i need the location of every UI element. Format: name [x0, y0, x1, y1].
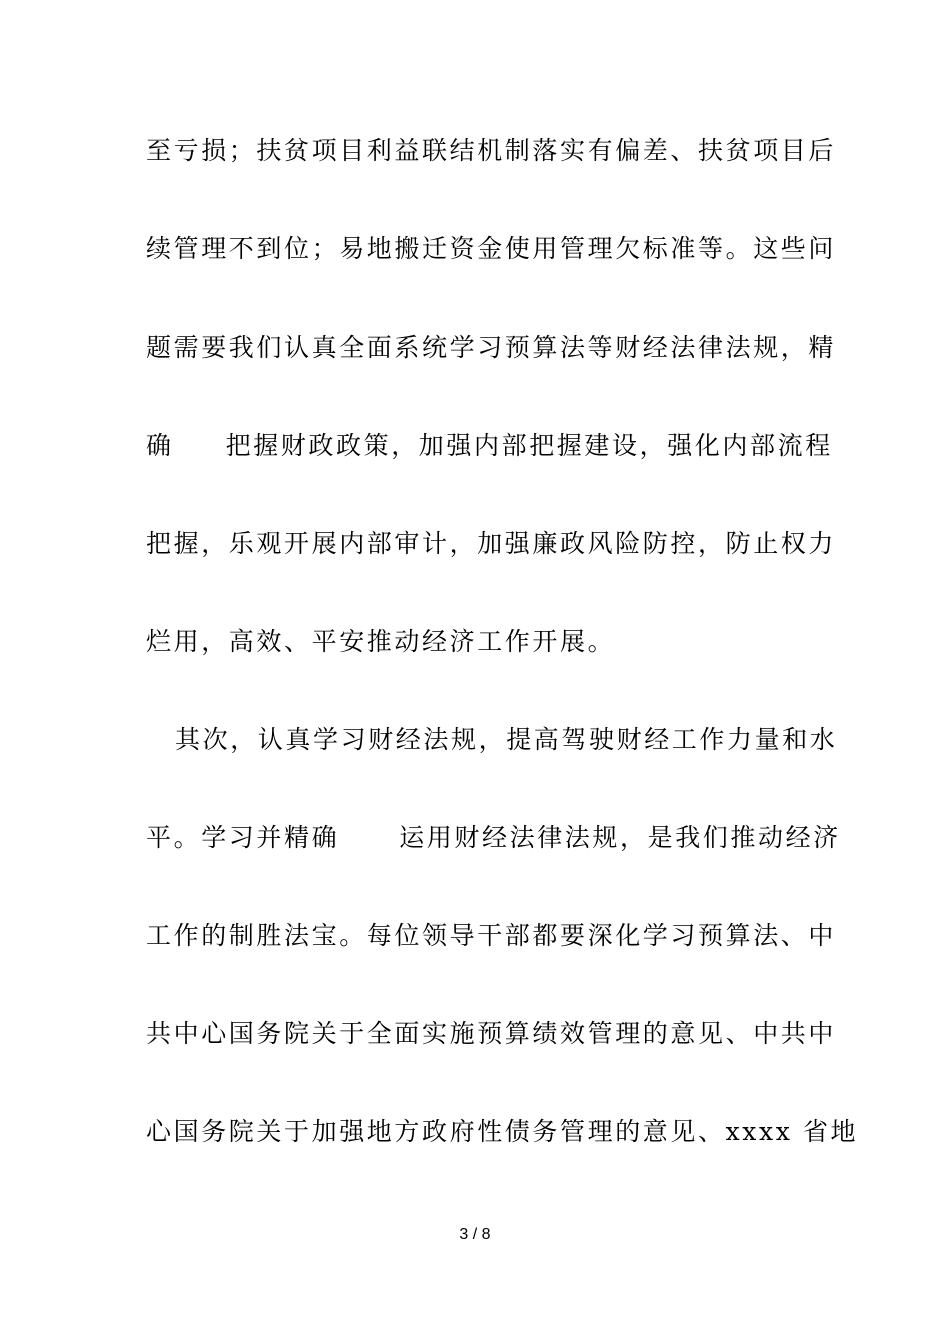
text-line-9: 工作的制胜法宝。每位领导干部都要深化学习预算法、中 — [146, 921, 837, 950]
page-number: 3 / 8 — [459, 1226, 491, 1243]
text-line-10: 共中心国务院关于全面实施预算绩效管理的意见、中共中 — [146, 1019, 837, 1048]
text-line-2: 续管理不到位；易地搬迁资金使用管理欠标准等。这些问 — [146, 234, 837, 263]
text-line-4-part-2: 把握财政政策，加强内部把握建设，强化内部流程 — [225, 431, 833, 460]
text-line-8 — [146, 818, 841, 858]
text-line-4-part-1: 确 — [146, 431, 174, 460]
text-line-3: 题需要我们认真全面系统学习预算法等财经法律法规，精 — [146, 333, 837, 362]
text-line-7: 其次，认真学习财经法规，提高驾驶财经工作力量和水 — [175, 725, 838, 754]
text-line-8-part-1: 平。学习并精确 — [146, 823, 340, 852]
text-line-1: 至亏损；扶贫项目利益联结机制落实有偏差、扶贫项目后 — [146, 136, 837, 165]
text-line-6: 烂用，高效、平安推动经济工作开展。 — [146, 627, 616, 656]
text-line-4 — [146, 426, 833, 466]
text-line-11: 心国务院关于加强地方政府性债务管理的意见、xxxx 省地 — [146, 1117, 859, 1146]
text-line-5: 把握，乐观开展内部审计，加强廉政风险防控，防止权力 — [146, 529, 837, 558]
text-line-8-part-2: 运用财经法律法规，是我们推动经济 — [399, 823, 841, 852]
